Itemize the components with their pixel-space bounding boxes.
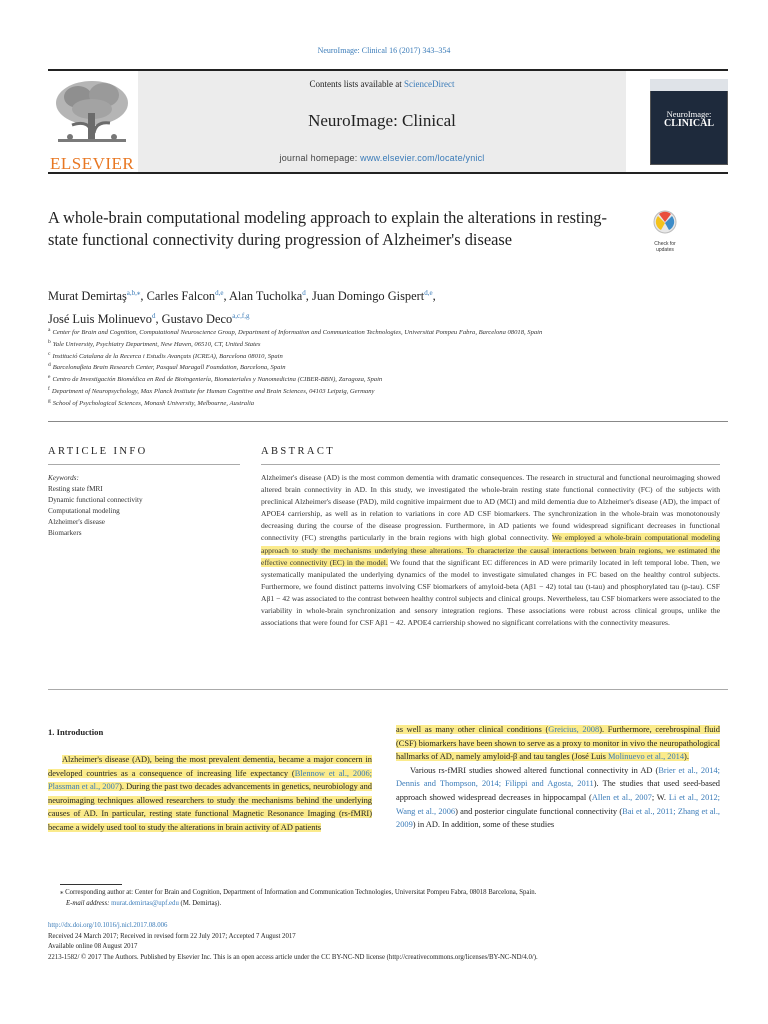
abstract-bottom-rule	[48, 689, 728, 690]
abstract-rule	[261, 464, 720, 465]
corresponding-author-note: ⁎ Corresponding author at: Center for Brain and Cognition, Department of Information and Communication Technologies, Universitat Pompeu Fabra, 08018 Barcelona, Spain.	[60, 889, 537, 896]
elsevier-logo[interactable]	[48, 75, 135, 173]
affiliation-item	[48, 350, 688, 362]
author-name[interactable]: Alan Tucholka	[228, 289, 303, 304]
crossmark-label-1: Check for	[654, 241, 676, 247]
intro-text: ; W.	[651, 792, 669, 802]
citation-link[interactable]: Greicius, 2008	[548, 725, 600, 734]
affiliation-text: Centro de Investigación Biomédica en Red de Bioingeniería, Biomateriales y Nanomedicina (CIBER-BBN), Zaragoza, Spain	[52, 376, 383, 384]
body-column-left	[48, 753, 372, 835]
license-text: 2213-1582/ © 2017 The Authors. Published by Elsevier Inc. This is an open access article under the CC BY-NC-ND license (http://creativecommons.org/licenses/BY-NC-ND/4.0/).	[48, 953, 538, 961]
author-separator: ,	[432, 289, 436, 304]
author-name[interactable]: Gustavo Deco	[161, 312, 233, 327]
online-date: Available online 08 August 2017	[48, 943, 138, 951]
affiliation-key: e	[48, 374, 51, 381]
journal-banner	[48, 69, 728, 174]
affiliation-key: a	[48, 327, 51, 333]
intro-text: Various rs-fMRI studies showed altered functional connectivity in AD (	[410, 765, 659, 775]
citation-link[interactable]: Li et al., 2012; Wang et al., 2006	[396, 792, 721, 816]
keyword-item: Dynamic functional connectivity	[48, 496, 143, 504]
journal-reference-link[interactable]: NeuroImage: Clinical 16 (2017) 343–354	[317, 46, 451, 55]
keywords-block	[48, 473, 238, 539]
crossmark-icon	[651, 210, 679, 236]
affiliation-text: Institució Catalana de la Recerca i Estudis Avançats (ICREA), Barcelona 08010, Spain	[52, 352, 283, 360]
email-label: E-mail address:	[66, 900, 112, 907]
abstract-heading: ABSTRACT	[261, 446, 336, 457]
affiliation-key: f	[48, 385, 50, 392]
contents-line	[138, 79, 626, 89]
affiliation-key: g	[48, 397, 51, 404]
article-info-rule	[48, 464, 240, 465]
author-name[interactable]: José Luis Molinuevo	[48, 312, 152, 327]
affiliation-key: c	[48, 350, 51, 357]
journal-name: NeuroImage: Clinical	[308, 111, 456, 130]
banner-center	[138, 71, 626, 172]
intro-paragraph-2	[396, 764, 720, 832]
author-name[interactable]: Juan Domingo Gispert	[312, 289, 425, 304]
author-separator: ,	[155, 312, 162, 327]
affiliation-list	[48, 326, 688, 408]
intro-text: ) in AD. In addition, some of these studies	[412, 820, 555, 830]
citation-link[interactable]: Molinuevo et al., 2014	[607, 752, 685, 762]
intro-text: ) and posterior cingulate functional connectivity (	[455, 806, 623, 816]
introduction-heading: 1. Introduction	[48, 727, 104, 737]
intro-text: Alzheimer's disease (AD), being the most prevalent dementia, became a major concern in developed countries as a consequence of increasing life expectancy (	[48, 755, 372, 778]
footnote-rule	[60, 884, 122, 885]
body-column-right	[396, 723, 720, 832]
homepage-link[interactable]: www.elsevier.com/locate/ynicl	[360, 153, 485, 163]
contents-prefix: Contents lists available at	[309, 79, 404, 89]
keyword-item: Alzheimer's disease	[48, 518, 105, 526]
abstract-text	[261, 472, 720, 629]
abstract-part-1: Alzheimer's disease (AD) is the most common dementia with dramatic consequences. The research in structural and functional neuroimaging showed altered brain connectivity in AD. In this study, we investigated the whole-brain resting state functional connectivity (FC) of the subjects with preclinical Alzheimer's disease (PAD), mild cognitive impairment due to AD (MCI) and mild dementia due to Alzheimer's disease (AD), the impact of APOE4 carriership, as well as in relation to variations in core AD CSF biomarkers. The synchronization in the whole-brain was monotonously decreasing during the course of the disease progression. Furthermore, in AD patients we found widespread significant decreases in functional connectivity (FC) strengths particularly in the brain regions with high global connectivity.	[261, 473, 720, 543]
intro-text: as well as many other clinical conditions (	[396, 725, 549, 734]
article-title: A whole-brain computational modeling approach to explain the alterations in resting-state functional connectivity during progression of Alzheimer's disease	[48, 208, 607, 249]
author-name[interactable]: Carles Falcon	[146, 289, 216, 304]
email-link[interactable]: murat.demirtas@upf.edu	[111, 900, 179, 907]
affiliation-key: d	[48, 362, 51, 369]
intro-text: ). The studies that used seed-based approach showed widespread decreases in hippocampal (	[396, 779, 720, 802]
homepage-prefix: journal homepage:	[279, 153, 361, 163]
keyword-item: Computational modeling	[48, 507, 120, 515]
elsevier-wordmark: ELSEVIER	[50, 154, 135, 173]
intro-paragraph-1	[48, 753, 372, 835]
journal-homepage	[138, 153, 626, 163]
abstract-highlight: We employed a whole-brain computational modeling approach to study the mechanisms underlying these alterations. To characterize the causal interactions between brain regions, we estimated the effective connectivity (EC) in the model.	[261, 533, 720, 567]
elsevier-tree-icon	[52, 75, 132, 149]
author-name[interactable]: Murat Demirtaş	[48, 289, 127, 304]
author-separator: ,	[140, 289, 147, 304]
affiliation-text: Barcelonaβeta Brain Research Center, Pasqual Maragall Foundation, Barcelona, Spain	[52, 364, 286, 372]
affiliation-text: School of Psychological Sciences, Monash University, Melbourne, Australia	[52, 399, 255, 407]
affiliation-item	[48, 397, 688, 409]
abstract-part-2: We found that the significant EC differences in AD were primarily located in left temporal lobe. Then, we systematically manipulated the underlying dynamics of the model to investigate simulated changes in FC based on the healthy control subjects. Furthermore, we found distinct patterns involving CSF biomarkers of amyloid-beta (Aβ1 − 42) total tau (t-tau) and phosphorylated tau (p-tau). CSF Aβ1 − 42 was associated to the contrast between healthy control subjects and clinical groups. Nevertheless, tau CSF biomarkers were associated to the variability in whole-brain synchronization and sensory integration regions. These associations were robust across clinical groups, unlike the associations that were found for CSF Aβ1 − 42. APOE4 carriership showed no significant correlations with the connectivity measures.	[261, 557, 720, 628]
sciencedirect-link[interactable]: ScienceDirect	[404, 79, 455, 89]
author-affiliation-marker[interactable]: d,e	[424, 289, 433, 297]
cover-title-line2: CLINICAL	[663, 118, 714, 129]
intro-text: ).	[684, 752, 689, 762]
author-affiliation-marker[interactable]: a,c,f,g	[232, 312, 250, 321]
crossmark-label-2: updates	[656, 247, 674, 253]
author-affiliation-marker[interactable]: d	[151, 312, 156, 321]
footnote	[60, 887, 720, 909]
intro-text: ). Furthermore, cerebrospinal fluid (CSF) biomarkers have been shown to serve as a proxy to monitor in vivo the neuropathological hallmarks of AD, namely amyloid-β and tau tangles (José Luis	[396, 725, 720, 762]
affiliation-text: Yale University, Psychiatry Department, New Haven, 06510, CT, United States	[52, 340, 261, 348]
citation-link[interactable]: Blennow et al., 2006; Plassman et al., 2007	[48, 768, 372, 792]
received-dates: Received 24 March 2017; Received in revised form 22 July 2017; Accepted 7 August 2017	[48, 932, 296, 940]
affiliation-item	[48, 326, 688, 338]
author-separator: ,	[223, 289, 229, 304]
check-for-updates-button[interactable]	[648, 210, 682, 253]
keyword-item: Resting state fMRI	[48, 485, 103, 493]
keywords-label: Keywords:	[48, 474, 79, 482]
author-list	[48, 283, 608, 329]
author-affiliation-marker[interactable]: d	[302, 289, 306, 297]
author-affiliation-marker[interactable]: a,b,⁎	[126, 289, 141, 297]
affiliation-text: Department of Neuropsychology, Max Planck Institute for Human Cognitive and Brain Sciences, 04103 Leipzig, Germany	[51, 388, 375, 396]
email-line	[60, 898, 720, 909]
email-suffix: (M. Demirtaş).	[178, 900, 222, 907]
author-separator: ,	[305, 289, 312, 304]
intro-paragraph-1-cont	[396, 723, 720, 764]
affiliation-key: b	[48, 338, 51, 345]
affiliation-item	[48, 385, 688, 397]
keyword-item: Biomarkers	[48, 529, 82, 537]
affiliation-item	[48, 373, 688, 385]
citation-link[interactable]: Allen et al., 2007	[591, 792, 652, 802]
citation-link[interactable]: Brier et al., 2014; Dennis and Thompson, 2014; Filippi and Agosta, 2011	[396, 765, 720, 789]
author-affiliation-marker[interactable]: d,e	[215, 289, 224, 297]
intro-text: ). During the past two decades advancements in genetics, neurobiology and neuroimaging techniques allowed researchers to study the mechanisms behind the underlying causes of AD. In particular, resting state functional Magnetic Resonance Imaging (rs-fMRI) became a widely used tool to study the alterations in brain activity of AD patients	[48, 782, 372, 832]
affiliation-item	[48, 361, 688, 373]
affiliation-item	[48, 338, 688, 350]
affiliation-text: Center for Brain and Cognition, Computational Neuroscience Group, Department of Information and Communication Technologies, Universitat Pompeu Fabra, Barcelona 08018, Spain	[52, 329, 543, 337]
citation-link[interactable]: Bai et al., 2011; Zhang et al., 2009	[396, 806, 721, 830]
divider	[48, 421, 728, 422]
article-info-heading: ARTICLE INFO	[48, 446, 148, 457]
doi-link[interactable]: http://dx.doi.org/10.1016/j.nicl.2017.08.006	[48, 922, 168, 929]
cover-title-line1: NeuroImage:	[666, 109, 712, 119]
publication-info	[48, 921, 728, 963]
journal-cover[interactable]	[650, 79, 728, 165]
